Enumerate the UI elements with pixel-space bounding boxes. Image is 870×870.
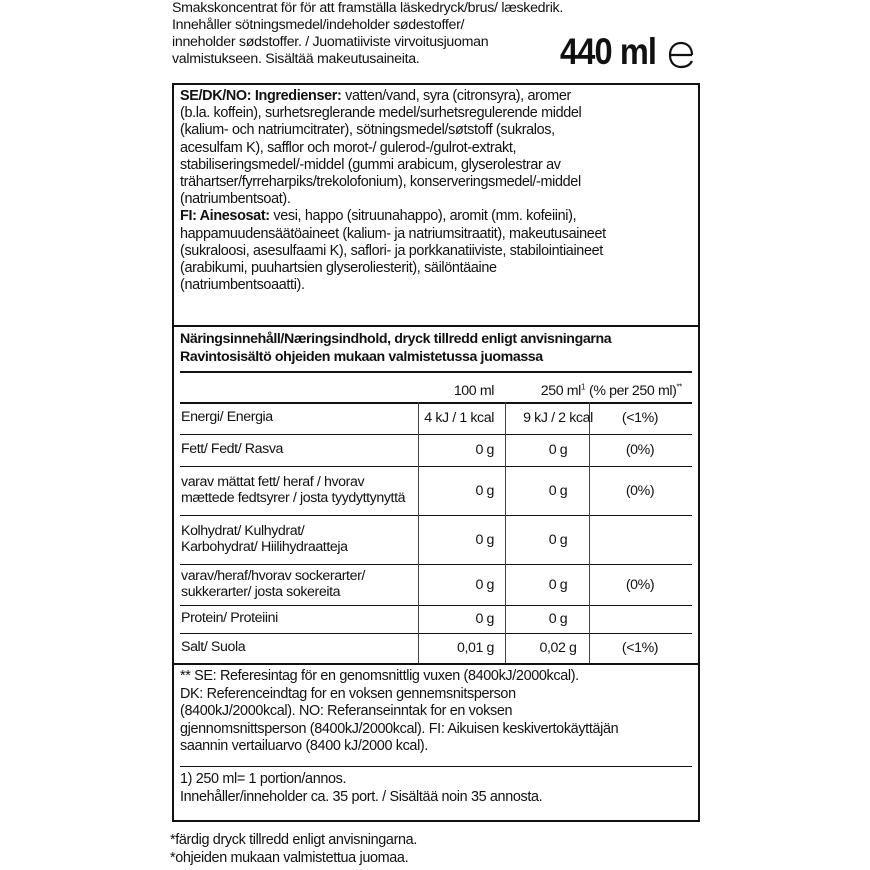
col-header-100ml-text: 100 ml: [453, 383, 494, 399]
ingredients-section: [180, 88, 700, 294]
table-bottom-rule: [172, 663, 700, 665]
value-100ml: 0 g: [475, 576, 494, 593]
row-separator: [180, 434, 692, 435]
value-100ml: 0 g: [475, 611, 494, 627]
col-header-percent-sup: **: [676, 382, 682, 392]
column-separator: [505, 402, 506, 663]
value-percent: (0%): [625, 442, 655, 458]
col-header-100ml: [418, 383, 494, 400]
row-label-second-line: Karbohydrat/ Hiilihydraatteja: [181, 538, 348, 555]
row-separator: [180, 605, 692, 606]
value-250ml: 0 g: [548, 482, 568, 499]
value-100ml: 4 kJ / 1 kcal: [424, 410, 494, 426]
ingredients-se-label: SE/DK/NO: Ingredienser:: [180, 88, 342, 104]
row-separator: [180, 633, 692, 634]
value-percent: (<1%): [621, 410, 659, 426]
value-250ml: 0 g: [548, 611, 568, 627]
footnote-line: gjennomsnittsperson (8400kJ/2000kcal). FI: Aikuisen keskivertokäyttäjän: [180, 720, 619, 737]
row-separator: [180, 515, 692, 516]
value-250ml: 0 g: [548, 531, 568, 548]
footnote-line: (8400kJ/2000kcal). NO: Referanseinntak for en voksen: [180, 703, 513, 720]
ingredients-line: trähartser/fyrreharpiks/trekolofonium), konserveringsmedel/-middel: [180, 174, 581, 191]
col-header-250ml-sup: 1: [580, 382, 585, 392]
value-250ml: 9 kJ / 2 kcal: [523, 410, 593, 426]
prepared-drink-note: [170, 832, 690, 867]
row-separator: [180, 402, 692, 404]
value-percent: (0%): [625, 482, 655, 499]
note-line: *färdig dryck tillredd enligt anvisningarna.: [170, 832, 417, 848]
nutrition-title-line: Näringsinnehåll/Næringsindhold, dryck tillredd enligt anvisningarna: [180, 331, 612, 347]
ingredients-fi-first-line: [180, 208, 700, 225]
section-divider: [172, 325, 700, 327]
footnote-divider: [180, 766, 692, 767]
ingredients-line: happamuudensäätöaineet (kalium- ja natriumsitraatit), makeutusaineet: [180, 225, 606, 242]
ingredients-fi-text: vesi, happo (sitruunahappo), aromit (mm. kofeiini),: [269, 208, 577, 225]
note-line: *ohjeiden mukaan valmistettua juomaa.: [170, 849, 409, 866]
reference-intake-footnote: [180, 668, 700, 756]
row-label: Energi/ Energia: [181, 409, 273, 425]
value-250ml: 0 g: [548, 442, 568, 458]
value-100ml: 0 g: [475, 442, 494, 458]
footnote-line: saannin vertailuarvo (8400 kJ/2000 kcal).: [180, 738, 429, 755]
col-header-percent: [589, 383, 699, 400]
row-label: varav/heraf/hvorav sockerarter/: [181, 567, 365, 584]
value-percent: (<1%): [621, 640, 659, 656]
portion-line: 1) 250 ml= 1 portion/annos.: [180, 771, 347, 787]
ingredients-line: (natriumbentsoat).: [180, 191, 291, 208]
nutrition-title-rule: [180, 371, 692, 373]
ingredients-line: (natriumbentsoaatti).: [180, 277, 305, 294]
ingredients-line: stabiliseringsmedel/-middel (gummi arabicum, glyserolestrar av: [180, 156, 561, 173]
nutrition-title: [180, 331, 700, 366]
nutrition-title-line: Ravintosisältö ohjeiden mukaan valmistetussa juomassa: [180, 348, 543, 365]
row-label: Protein/ Proteiini: [181, 610, 278, 626]
value-250ml: 0 g: [548, 576, 568, 593]
description-line: inneholder sødstoffer. / Juomatiiviste virvoitusjuoman: [172, 34, 489, 50]
value-250ml: 0,02 g: [539, 640, 577, 656]
value-percent: (0%): [625, 576, 655, 593]
ingredients-line: (kalium- och natriumcitrater), sötningsmedel/søtstoff (sukralos,: [180, 122, 555, 139]
ingredients-line: (sukraloosi, asesulfaami K), saflori- ja porkkanatiiviste, stabilointiaineet: [180, 242, 603, 259]
row-separator: [180, 564, 692, 565]
value-100ml: 0,01 g: [456, 640, 494, 656]
description-line: valmistukseen. Sisältää makeutusaineita.: [172, 51, 420, 67]
ingredients-line: (arabikumi, puuhartsien glyseroliesterit), säilöntäaine: [180, 260, 497, 277]
net-volume: 440 ml: [560, 31, 657, 72]
ingredients-line: acesulfam K), safflor och morot-/ gulerod-/gulrot-extrakt,: [180, 139, 517, 156]
ingredients-fi-label: FI: Ainesosat:: [180, 208, 270, 225]
col-header-250ml-text: 250 ml: [540, 383, 581, 399]
row-label: Kolhydrat/ Kulhydrat/: [181, 522, 305, 539]
footnote-line: DK: Referenceindtag for en voksen gennemsnitsperson: [180, 685, 516, 702]
ingredients-se-first-line: [180, 88, 700, 105]
footnote-line: ** SE: Referesintag för en genomsnittlig vuxen (8400kJ/2000kcal).: [180, 668, 579, 684]
value-100ml: 0 g: [475, 531, 494, 548]
ingredients-se-text: vatten/vand, syra (citronsyra), aromer: [341, 88, 571, 104]
col-header-percent-text: (% per 250 ml): [589, 383, 677, 399]
row-label-second-line: sukkerarter/ josta sokereita: [181, 583, 341, 600]
row-separator: [180, 466, 692, 467]
row-label: Salt/ Suola: [181, 639, 246, 655]
portion-line: Innehåller/inneholder ca. 35 port. / Sisältää noin 35 annosta.: [180, 788, 543, 805]
row-label: varav mättat fett/ heraf / hvorav: [181, 473, 365, 490]
row-label: Fett/ Fedt/ Rasva: [181, 441, 284, 457]
row-label-second-line: mættede fedtsyrer / josta tyydyttynyttä: [181, 489, 406, 506]
description-line: Smakskoncentrat för för att framställa läskedryck/brus/ læskedrik.: [172, 0, 563, 16]
estimated-sign-icon: [666, 38, 696, 70]
description-line: Innehåller sötningsmedel/indeholder sødestoffer/: [172, 17, 465, 33]
value-100ml: 0 g: [475, 482, 494, 499]
col-header-250ml: [505, 383, 585, 400]
ingredients-line: (b.la. koffein), surhetsreglerande medel/surhetsregulerende middel: [180, 105, 582, 122]
portion-footnote: [180, 771, 700, 806]
